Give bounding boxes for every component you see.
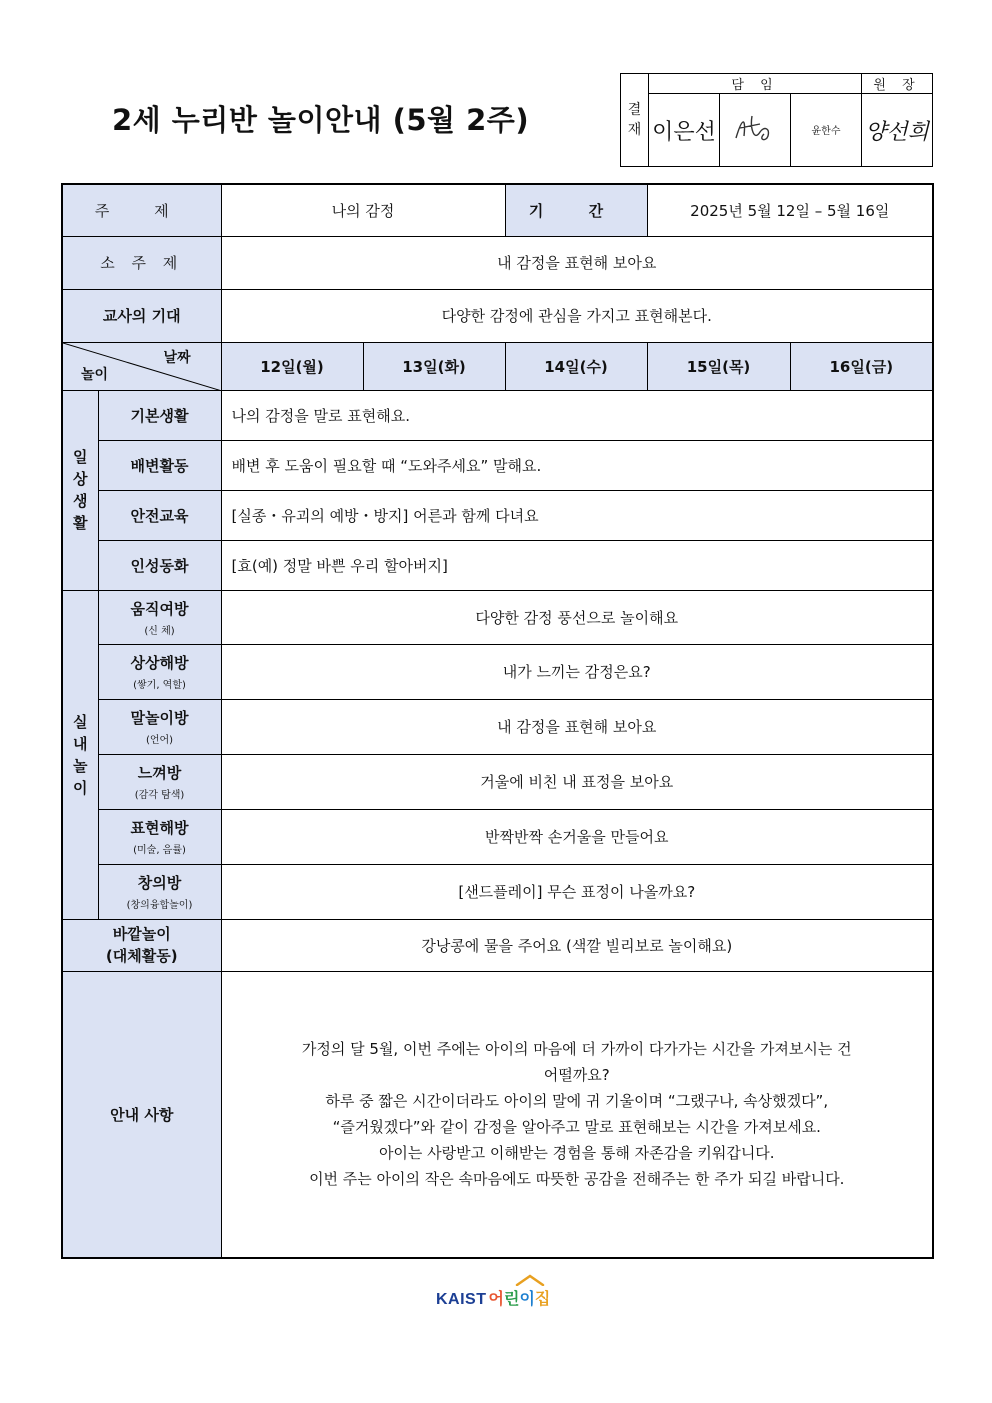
theme-label-text: 주 제 — [94, 201, 189, 220]
approval-side-label-2: 재 — [627, 122, 642, 138]
indoor-row-value: 내가 느끼는 감정은요? — [221, 644, 933, 699]
logo-house-icon — [515, 1274, 545, 1286]
indoor-row-label — [98, 644, 221, 699]
signature-scribble-icon — [730, 108, 780, 148]
notice-label: 안내 사항 — [62, 971, 221, 1258]
corner-play-label: 놀이 — [81, 366, 109, 383]
daily-row-value: [실종・유괴의 예방・방지] 어른과 함께 다녀요 — [221, 490, 933, 540]
logo-brand-text: KAIST — [436, 1291, 487, 1308]
logo-char: 어 — [488, 1289, 504, 1308]
subtheme-label-text: 소 주 제 — [100, 254, 184, 272]
logo-char: 집 — [534, 1289, 551, 1308]
subtheme-value: 내 감정을 표현해 보아요 — [221, 236, 933, 289]
notice-content — [221, 971, 933, 1258]
indoor-play-group-label: 실내놀이 — [73, 712, 88, 797]
indoor-row-title: 말놀이방 — [130, 709, 189, 727]
notice-line: “즐거웠겠다”와 같이 감정을 알아주고 말로 표현해보는 시간을 가져보세요. — [332, 1118, 821, 1137]
indoor-row-value: 다양한 감정 풍선으로 놀이해요 — [221, 590, 933, 644]
indoor-row-title: 창의방 — [137, 874, 182, 892]
subtheme-label — [62, 236, 221, 289]
daily-row-value: 나의 감정을 말로 표현해요. — [221, 390, 933, 440]
notice-line: 이번 주는 아이의 작은 속마음에도 따뜻한 공감을 전해주는 한 주가 되길 바랍니다. — [309, 1170, 845, 1189]
signature-3-text: 윤한수 — [811, 126, 841, 137]
indoor-row-label — [98, 699, 221, 754]
notice-line: 어떨까요? — [543, 1066, 610, 1085]
indoor-play-group — [62, 590, 98, 919]
expectation-label: 교사의 기대 — [62, 289, 221, 342]
indoor-row-subtitle: (쌓기, 역할) — [133, 680, 186, 691]
daily-row-label: 기본생활 — [98, 390, 221, 440]
signature-1-text: 이은선 — [652, 119, 716, 145]
logo-name-chars — [489, 1289, 551, 1308]
plan-table — [61, 183, 934, 1259]
daily-row-label: 안전교육 — [98, 490, 221, 540]
outdoor-label — [62, 919, 221, 971]
indoor-row-value: [샌드플레이] 무슨 표정이 나올까요? — [221, 864, 933, 919]
daily-life-group-label: 일상생활 — [73, 448, 88, 532]
indoor-row-label — [98, 809, 221, 864]
logo-char: 린 — [503, 1289, 520, 1308]
indoor-row-value: 내 감정을 표현해 보아요 — [221, 699, 933, 754]
indoor-row-title: 움직여방 — [130, 599, 189, 618]
notice-line: 아이는 사랑받고 이해받는 경험을 통해 자존감을 키워갑니다. — [378, 1144, 775, 1163]
period-label — [505, 184, 647, 236]
signature-4-text: 양선희 — [865, 119, 929, 145]
signature-4 — [862, 94, 933, 167]
signature-1 — [649, 94, 720, 167]
daily-row-value: [효(예) 정말 바쁜 우리 할아버지] — [221, 540, 933, 590]
director-header: 원 장 — [862, 74, 933, 94]
theme-value: 나의 감정 — [221, 184, 505, 236]
signature-3 — [791, 94, 862, 167]
notice-line: 가정의 달 5월, 이번 주에는 아이의 마음에 더 가까이 다가가는 시간을 가져보시는 건 — [301, 1040, 852, 1059]
signature-2 — [720, 94, 791, 167]
indoor-row-label — [98, 864, 221, 919]
approval-box — [620, 73, 933, 167]
kaist-daycare-logo — [436, 1279, 550, 1309]
day-header-wed: 14일(수) — [505, 342, 647, 390]
daily-row-label: 인성동화 — [98, 540, 221, 590]
day-header-thu: 15일(목) — [647, 342, 790, 390]
indoor-row-value: 거울에 비친 내 표정을 보아요 — [221, 754, 933, 809]
daily-row-value: 배변 후 도움이 필요할 때 “도와주세요” 말해요. — [221, 440, 933, 490]
outdoor-label-line2: (대체활동) — [105, 947, 178, 965]
head-teacher-header: 담 임 — [649, 74, 862, 94]
corner-date-label: 날짜 — [163, 349, 191, 366]
indoor-row-subtitle: (신 체) — [144, 625, 175, 637]
theme-label — [62, 184, 221, 236]
page-title: 2세 누리반 놀이안내 (5월 2주) — [112, 103, 530, 137]
day-header-fri: 16일(금) — [790, 342, 933, 390]
logo-char: 이 — [519, 1289, 535, 1308]
indoor-row-subtitle: (감각 탐색) — [134, 790, 185, 801]
day-header-mon: 12일(월) — [221, 342, 363, 390]
period-label-text: 기 간 — [528, 201, 624, 220]
expectation-value: 다양한 감정에 관심을 가지고 표현해본다. — [221, 289, 933, 342]
day-header-tue: 13일(화) — [363, 342, 505, 390]
indoor-row-title: 느껴방 — [137, 764, 182, 782]
outdoor-value: 강낭콩에 물을 주어요 (색깔 빌리보로 놀이해요) — [221, 919, 933, 971]
period-value: 2025년 5월 12일 – 5월 16일 — [647, 184, 933, 236]
approval-side-label — [621, 74, 649, 167]
indoor-row-label — [98, 754, 221, 809]
outdoor-label-line1: 바깥놀이 — [112, 925, 171, 943]
approval-side-label-1: 결 — [627, 102, 642, 118]
indoor-row-title: 표현해방 — [130, 819, 189, 837]
indoor-row-title: 상상해방 — [130, 654, 189, 672]
daily-life-group — [62, 390, 98, 590]
indoor-row-value: 반짝반짝 손거울을 만들어요 — [221, 809, 933, 864]
date-play-corner — [62, 342, 221, 390]
indoor-row-subtitle: (언어) — [145, 735, 174, 746]
indoor-row-label — [98, 590, 221, 644]
daily-row-label: 배변활동 — [98, 440, 221, 490]
indoor-row-subtitle: (창의융합놀이) — [126, 900, 193, 911]
indoor-row-subtitle: (미술, 음률) — [133, 845, 186, 856]
notice-line: 하루 중 짧은 시간이더라도 아이의 말에 귀 기울이며 “그랬구나, 속상했겠다”, — [325, 1092, 829, 1111]
logo-name-text — [489, 1286, 551, 1309]
